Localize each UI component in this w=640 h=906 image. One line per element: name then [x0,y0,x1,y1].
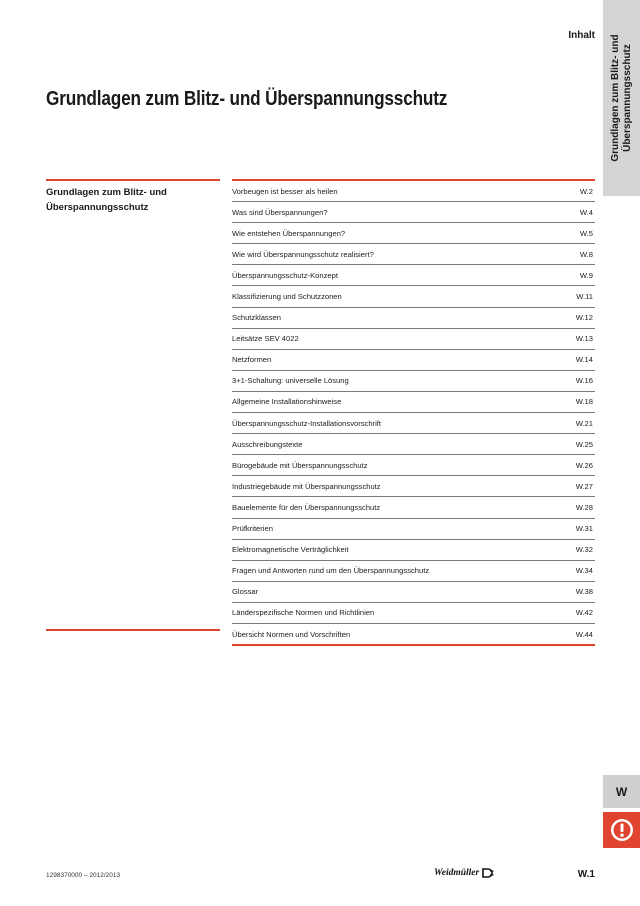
brand-name: Weidmüller [434,868,480,878]
side-tab-line-2: Überspannungsschutz [621,44,633,152]
toc-row[interactable] [232,371,595,392]
toc-entry-title: Überspannungsschutz-Installationsvorschrift [232,418,381,428]
toc-entry-title: Übersicht Normen und Vorschriften [232,629,351,639]
toc-row[interactable] [232,624,595,644]
toc-entry-title: Was sind Überspannungen? [232,207,328,217]
toc-entry-title: Glossar [232,587,259,597]
section-w-tab[interactable] [603,775,640,808]
section-title-line-1: Grundlagen zum Blitz- und [46,187,167,198]
toc-entry-title: 3+1-Schaltung: universelle Lösung [232,376,349,386]
toc-entry-title: Prüfkriterien [232,524,273,534]
toc-entry-title: Ausschreibungstexte [232,439,303,449]
brand-mark-icon [482,868,494,878]
toc-entry-title: Schutzklassen [232,313,281,323]
header-label: Inhalt [568,30,595,41]
toc-row[interactable] [232,286,595,307]
section-bottom-rule [46,629,220,631]
warning-tab[interactable] [603,812,640,848]
toc-row[interactable] [232,434,595,455]
toc-row[interactable] [232,181,595,202]
chapter-side-tab-label [610,8,634,188]
brand-logo [434,868,494,878]
section-heading [46,179,220,215]
toc-entry-page: W.4 [579,207,593,217]
toc-row[interactable] [232,244,595,265]
toc-row[interactable] [232,308,595,329]
toc-entry-page: W.18 [575,397,593,407]
toc-entry-page: W.38 [575,587,593,597]
table-of-contents [232,179,595,646]
toc-entry-title: Vorbeugen ist besser als heilen [232,186,338,196]
toc-row[interactable] [232,497,595,518]
toc-entry-title: Bauelemente für den Überspannungsschutz [232,502,381,512]
toc-entry-title: Überspannungsschutz-Konzept [232,270,338,280]
toc-entry-page: W.31 [575,524,593,534]
toc-row[interactable] [232,350,595,371]
toc-entry-title: Wie wird Überspannungsschutz realisiert? [232,249,374,259]
toc-entry-title: Industriegebäude mit Überspannungsschutz [232,481,381,491]
toc-entry-page: W.28 [575,502,593,512]
section-w-tab-label: W [615,784,628,799]
toc-entry-page: W.14 [575,355,593,365]
toc-entry-page: W.27 [575,481,593,491]
toc-entry-title: Wie entstehen Überspannungen? [232,228,346,238]
toc-row[interactable] [232,413,595,434]
toc-row[interactable] [232,603,595,624]
toc-row[interactable] [232,561,595,582]
toc-entry-page: W.11 [576,292,593,302]
toc-entry-page: W.21 [575,418,593,428]
toc-entry-title: Klassifizierung und Schutzzonen [232,292,342,302]
toc-entry-page: W.42 [575,608,593,618]
toc-row[interactable] [232,519,595,540]
toc-entry-page: W.32 [575,545,593,555]
page-number: W.1 [577,869,595,880]
toc-entry-title: Netzformen [232,355,272,365]
chapter-side-tab[interactable] [603,0,640,196]
toc-entry-title: Länderspezifische Normen und Richtlinien [232,608,375,618]
toc-entry-title: Elektromagnetische Verträglichkeit [232,545,349,555]
side-tab-line-1: Grundlagen zum Blitz- und [609,34,621,162]
toc-entry-page: W.12 [575,313,593,323]
toc-entry-page: W.8 [579,249,593,259]
section-title-line-2: Überspannungsschutz [46,202,149,213]
toc-entry-page: W.16 [575,376,593,386]
toc-row[interactable] [232,476,595,497]
exclamation-icon [609,817,635,843]
toc-entry-page: W.25 [575,439,593,449]
toc-row[interactable] [232,455,595,476]
toc-row[interactable] [232,540,595,561]
toc-entry-page: W.44 [575,629,593,639]
footer-catalog-code: 1298370000 – 2012/2013 [46,872,121,879]
toc-entry-page: W.13 [575,334,593,344]
toc-entry-page: W.26 [575,460,593,470]
toc-row[interactable] [232,265,595,286]
toc-entry-page: W.5 [579,228,593,238]
toc-entry-title: Bürogebäude mit Überspannungsschutz [232,460,368,470]
toc-row[interactable] [232,392,595,413]
toc-row[interactable] [232,223,595,244]
page-title: Grundlagen zum Blitz- und Überspannungsschutz [46,88,448,110]
toc-entry-page: W.9 [579,270,593,280]
toc-row[interactable] [232,202,595,223]
toc-entry-page: W.2 [579,186,593,196]
toc-row[interactable] [232,329,595,350]
toc-entry-title: Fragen und Antworten rund um den Überspannungsschutz [232,566,430,576]
toc-row[interactable] [232,582,595,603]
toc-entry-page: W.34 [575,566,593,576]
toc-entry-title: Allgemeine Installationshinweise [232,397,342,407]
toc-entry-title: Leitsätze SEV 4022 [232,334,299,344]
